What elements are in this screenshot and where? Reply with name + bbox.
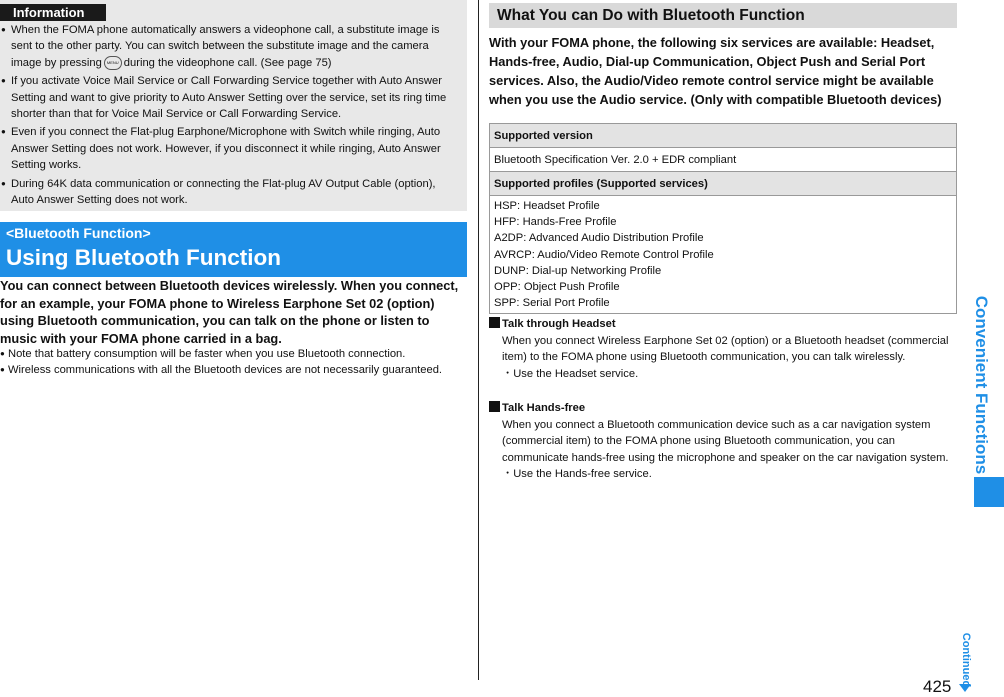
column-divider — [478, 0, 479, 680]
note-item: ● Wireless communications with all the Bluetooth devices are not necessarily guaranteed. — [0, 362, 467, 378]
profile-item: A2DP: Advanced Audio Distribution Profile — [494, 232, 704, 245]
version-value: Bluetooth Specification Ver. 2.0 + EDR compliant — [490, 148, 956, 172]
right-section-title: What You can Do with Bluetooth Function — [489, 3, 957, 28]
profile-item: OPP: Object Push Profile — [494, 281, 620, 294]
info-item: ● If you activate Voice Mail Service or Call Forwarding Service together with Auto Answer Setting and want to give priority to Auto Answer Setting over the service, set its ring time shorter than that for Voice Mail Service or Call Forwarding Service. — [0, 73, 461, 122]
info-item: ● Even if you connect the Flat-plug Earphone/Microphone with Switch while ringing, Auto Answer Setting does not work. However, if you disconnect it while ringing, Auto Answer Setting works. — [0, 124, 461, 173]
continued-marker — [956, 632, 976, 692]
chapter-tab — [974, 477, 1004, 507]
section-sub: ・Use the Headset service. — [502, 367, 639, 380]
section-handsfree — [489, 400, 957, 483]
profile-item: SPP: Serial Port Profile — [494, 297, 610, 310]
info-item — [0, 22, 461, 71]
version-header: Supported version — [490, 124, 956, 148]
profile-item: DUNP: Dial-up Networking Profile — [494, 264, 662, 277]
information-tab: Information — [0, 4, 106, 21]
square-bullet-icon — [489, 317, 500, 328]
profiles-list — [490, 196, 956, 313]
intro-paragraph: With your FOMA phone, the following six services are available: Headset, Hands-free, Audio, Dial-up Communication, Object Push and Serial Port services. Also, the Audio/Video remote control service might be available when you use the Audio service. (Only with compatible Bluetooth devices) — [489, 35, 942, 107]
chapter-side-label — [960, 294, 1004, 477]
menu-key-icon: MENU — [104, 56, 122, 70]
square-bullet-icon — [489, 401, 500, 412]
support-table — [489, 123, 957, 314]
banner-subtitle: <Bluetooth Function> — [6, 225, 151, 241]
section-headset — [489, 316, 957, 382]
section-sub: ・Use the Hands-free service. — [502, 468, 652, 481]
note-item: ● Note that battery consumption will be faster when you use Bluetooth connection. — [0, 346, 467, 362]
info-item: ● During 64K data communication or connecting the Flat-plug AV Output Cable (option), Auto Answer Setting does not work. — [0, 176, 461, 209]
arrow-down-icon — [959, 684, 971, 692]
info-item-text: during the videophone call. (See page 75) — [123, 56, 332, 69]
notes-list — [0, 346, 467, 378]
info-item-text: When the FOMA phone automatically answers a videophone call, a substitute image is sent to the other party. You can switch between the substitute image and the camera image by pressing — [11, 24, 440, 69]
lead-paragraph: You can connect between Bluetooth devices wirelessly. When you connect, for an example, your FOMA phone to Wireless Earphone Set 02 (option) using Bluetooth communication, you can talk on the phone or listen to music with your FOMA phone carried in a bag. — [0, 278, 459, 346]
section-body: When you connect Wireless Earphone Set 02 (option) or a Bluetooth headset (commercial item) to the FOMA phone using Bluetooth communication, you can talk wirelessly. — [502, 334, 949, 364]
section-heading — [489, 400, 957, 417]
section-heading-text: Talk Hands-free — [502, 402, 586, 414]
banner-title: Using Bluetooth Function — [6, 245, 281, 270]
continued-text: Continued — [960, 632, 972, 688]
profile-item: HFP: Hands-Free Profile — [494, 216, 617, 229]
section-banner — [0, 222, 467, 277]
information-box — [0, 0, 467, 211]
profiles-header: Supported profiles (Supported services) — [490, 172, 956, 196]
profile-item: HSP: Headset Profile — [494, 200, 600, 212]
section-body: When you connect a Bluetooth communication device such as a car navigation system (commercial item) to the FOMA phone using Bluetooth communication, you can communicate hands-free using the microphone and speaker on the car navigation system. — [502, 418, 949, 464]
section-heading-text: Talk through Headset — [502, 318, 616, 330]
left-column — [0, 0, 467, 211]
section-heading — [489, 316, 957, 333]
chapter-side-label-text: Convenient Functions — [972, 295, 991, 475]
page-number: 425 — [923, 677, 952, 696]
profile-item: AVRCP: Audio/Video Remote Control Profile — [494, 248, 714, 261]
